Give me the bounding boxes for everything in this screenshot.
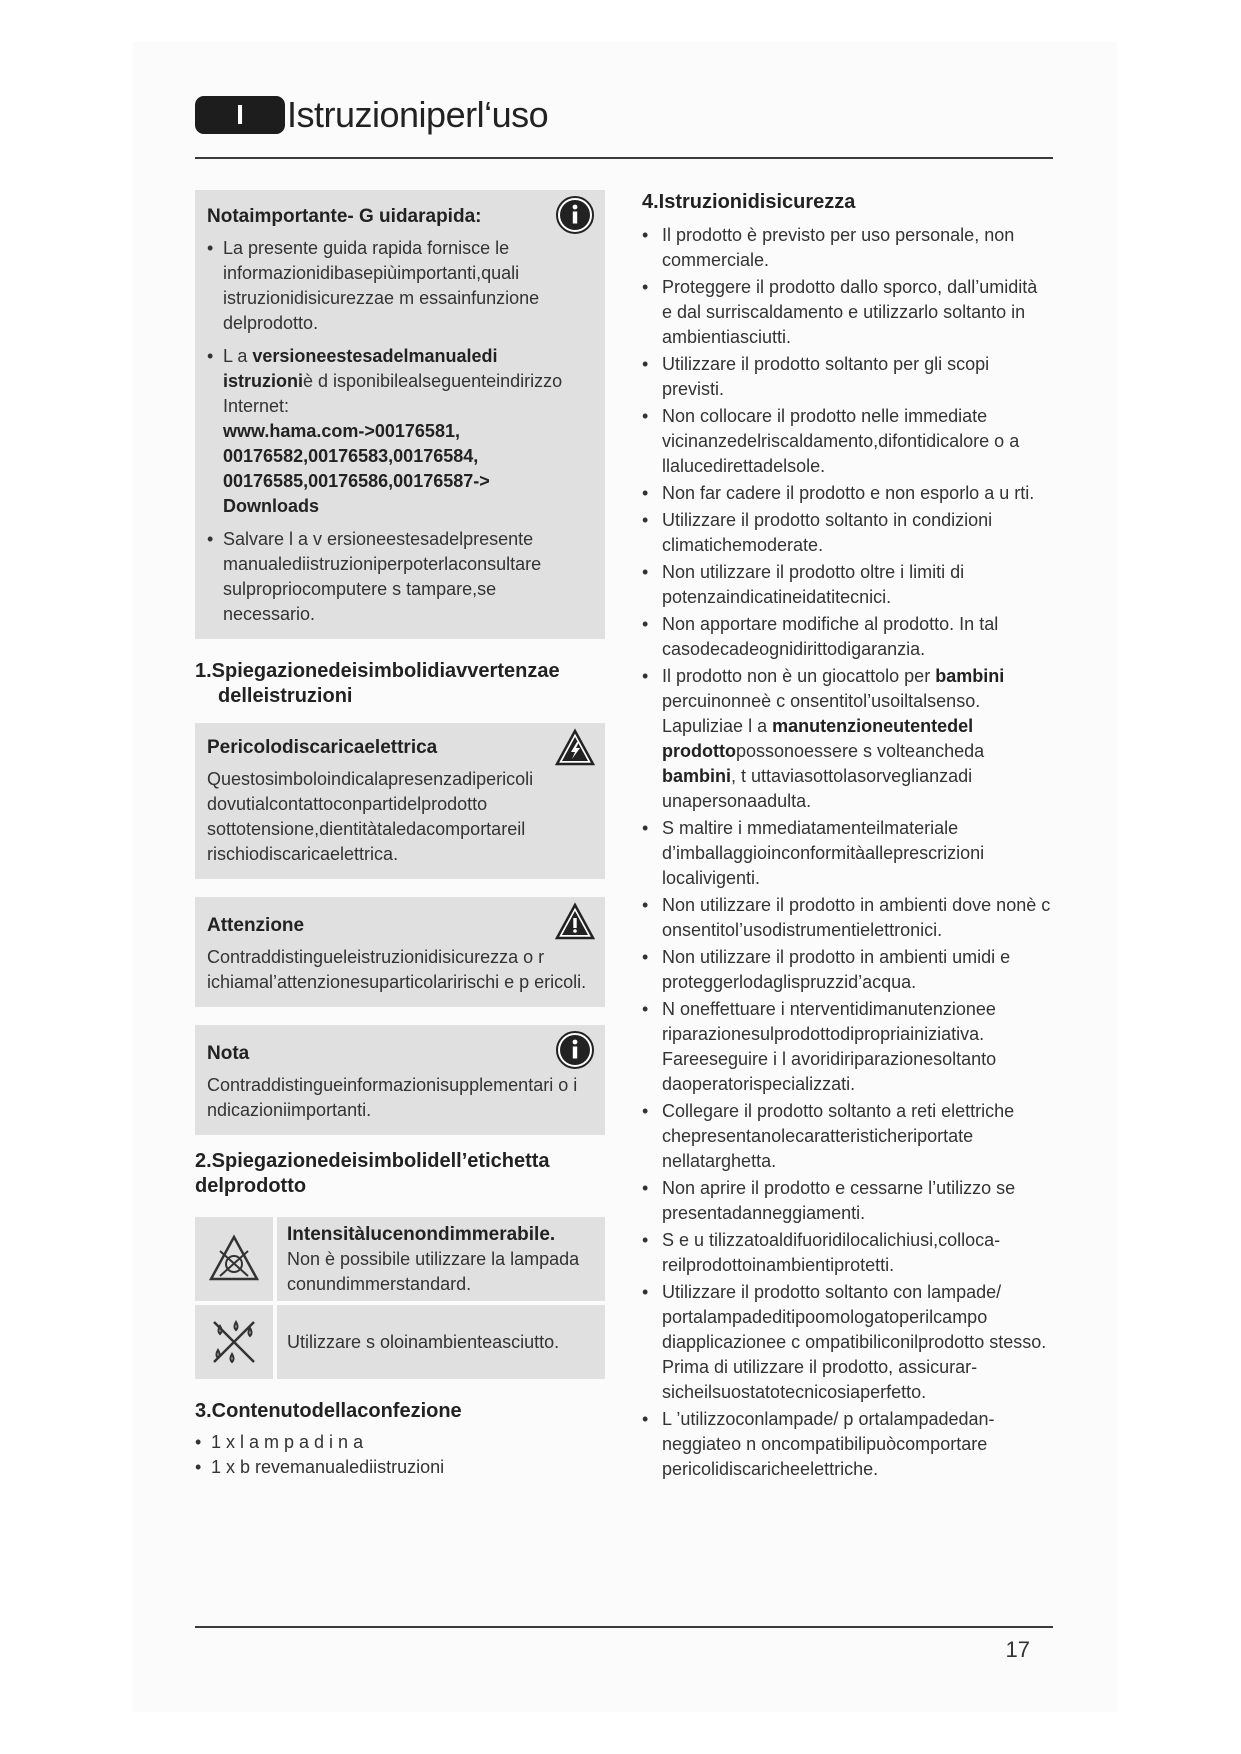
list-item: • Non utilizzare il prodotto in ambienti dove nonè c onsentitol’usodistrumentielettronici. <box>642 893 1052 943</box>
danger-title: Pericolodiscaricaelettrica <box>207 737 438 758</box>
nota-title: Nota <box>207 1043 250 1064</box>
list-item: • L a versioneestesadelmanualedi istruzioniè d isponibilealseguenteindirizzo Internet: www.hama.com->00176581, 00176582,00176583,00176584, 00176585,00176586,00176587-> Downloads <box>207 344 593 519</box>
dry-only-text: Utilizzare s oloinambienteasciutto. <box>287 1331 560 1352</box>
electric-hazard-icon <box>555 728 595 768</box>
package-contents-list <box>195 1430 605 1480</box>
language-badge: I <box>195 96 285 134</box>
product-label-table <box>195 1217 605 1379</box>
header <box>195 92 548 138</box>
list-item: • Non far cadere il prodotto e non esporlo a u rti. <box>642 481 1052 506</box>
right-column <box>642 190 1052 1484</box>
list-item: • Non apportare modifiche al prodotto. In tal casodecadeognidirittodigaranzia. <box>642 612 1052 662</box>
top-divider <box>195 157 1053 159</box>
list-item: • N oneffettuare i nterventidimanutenzionee riparazionesulprodottodipropriainiziativa. Fareeseguire i l avoridiriparazionesoltanto daoperatorispecializzati. <box>642 997 1052 1097</box>
safety-list <box>642 223 1052 1482</box>
no-dimmer-icon <box>206 1231 262 1287</box>
quick-guide-title: Notaimportante- G uidarapida: <box>207 206 482 227</box>
nota-text: Contraddistingueinformazionisupplementari o i ndicazioniimportanti. <box>207 1075 578 1120</box>
danger-box <box>195 723 605 879</box>
download-link[interactable]: www.hama.com->00176581, <box>223 421 460 441</box>
section-1-title: 1.Spiegazionedeisimbolidiavvertenzae delleistruzioni <box>195 660 560 707</box>
quick-guide-list <box>207 236 593 627</box>
danger-text: Questosimboloindicalapresenzadipericoli dovutialcontattoconpartidelprodotto sottotensione,dientitàtaledacomportareil rischiodiscaricaelettrica. <box>207 769 534 864</box>
list-item: • Il prodotto non è un giocattolo per bambini percuinonneè c onsentitol’usoiltalsenso. Lapuliziae l a manutenzioneutentedel prodottopossonoessere s volteancheda bambini, t uttaviasottolasorveglianzadi unapersonaadulta. <box>642 664 1052 814</box>
list-item: • 1 x l a m p a d i n a <box>195 1430 605 1455</box>
bottom-divider <box>195 1626 1053 1628</box>
dimmer-title: Intensitàlucenondimmerabile. <box>287 1223 556 1245</box>
list-item: • 1 x b revemanualediistruzioni <box>195 1455 605 1480</box>
list-item: • Proteggere il prodotto dallo sporco, dall’umidità e dal surriscaldamento e utilizzarlo soltanto in ambientiasciutti. <box>642 275 1052 350</box>
attention-text: Contraddistingueleistruzionidisicurezza o r ichiamal’attenzionesuparticolaririschi e p ericoli. <box>207 947 587 992</box>
list-item: • Non collocare il prodotto nelle immediate vicinanzedelriscaldamento,difontidicalore o a llalucedirettadelsole. <box>642 404 1052 479</box>
list-item: • Utilizzare il prodotto soltanto in condizioni climatichemoderate. <box>642 508 1052 558</box>
page-number: 17 <box>1005 1637 1030 1662</box>
attention-title: Attenzione <box>207 915 305 936</box>
list-item: • La presente guida rapida fornisce le informazionidibasepiùimportanti,quali istruzionidisicurezzae m essainfunzione delprodotto. <box>207 236 593 336</box>
list-item: • L ’utilizzoconlampade/ p ortalampadedan- neggiateo n oncompatibilipuòcomportare pericolidiscaricheelettriche. <box>642 1407 1052 1482</box>
section-4-title: 4.Istruzionidisicurezza <box>642 191 856 213</box>
list-item: • Non aprire il prodotto e cessarne l’utilizzo se presentadanneggiamenti. <box>642 1176 1052 1226</box>
list-item: • Utilizzare il prodotto soltanto per gli scopi previsti. <box>642 352 1052 402</box>
warning-icon <box>555 902 595 942</box>
list-item: • Salvare l a v ersioneestesadelpresente manualediistruzioniperpoterlaconsultare sulpropriocomputere s tampare,se necessario. <box>207 527 593 627</box>
page-title: Istruzioniperl‘uso <box>287 94 549 135</box>
list-item: • S e u tilizzatoaldifuoridilocalichiusi,colloca- reilprodottoinambientiprotetti. <box>642 1228 1052 1278</box>
list-item: • Il prodotto è previsto per uso personale, non commerciale. <box>642 223 1052 273</box>
list-item: • Utilizzare il prodotto soltanto con lampade/ portalampadeditipoomologatoperilcampo diapplicazionee c ompatibiliconilprodotto stesso. Prima di utilizzare il prodotto, assicurar- sicheilsuostatotecnicosiaperfetto. <box>642 1280 1052 1405</box>
left-column <box>195 190 605 1480</box>
table-row <box>195 1217 605 1301</box>
info-icon <box>555 1030 595 1070</box>
nota-box <box>195 1025 605 1135</box>
section-3-title: 3.Contenutodellaconfezione <box>195 1400 462 1422</box>
table-row <box>195 1301 605 1379</box>
indoor-dry-only-icon <box>206 1314 262 1370</box>
section-2-title: 2.Spiegazionedeisimbolidell’etichetta delprodotto <box>195 1150 550 1197</box>
dimmer-text: Non è possibile utilizzare la lampada conundimmerstandard. <box>287 1248 580 1294</box>
list-item: • Non utilizzare il prodotto oltre i limiti di potenzaindicatineidatitecnici. <box>642 560 1052 610</box>
attention-box <box>195 897 605 1007</box>
list-item: • Collegare il prodotto soltanto a reti elettriche chepresentanolecaratteristicheriportate nellatarghetta. <box>642 1099 1052 1174</box>
info-icon <box>555 195 595 235</box>
quick-guide-box <box>195 190 605 639</box>
list-item: • S maltire i mmediatamenteilmateriale d’imballaggioinconformitàalleprescrizioni localivigenti. <box>642 816 1052 891</box>
list-item: • Non utilizzare il prodotto in ambienti umidi e proteggerlodaglispruzzid’acqua. <box>642 945 1052 995</box>
